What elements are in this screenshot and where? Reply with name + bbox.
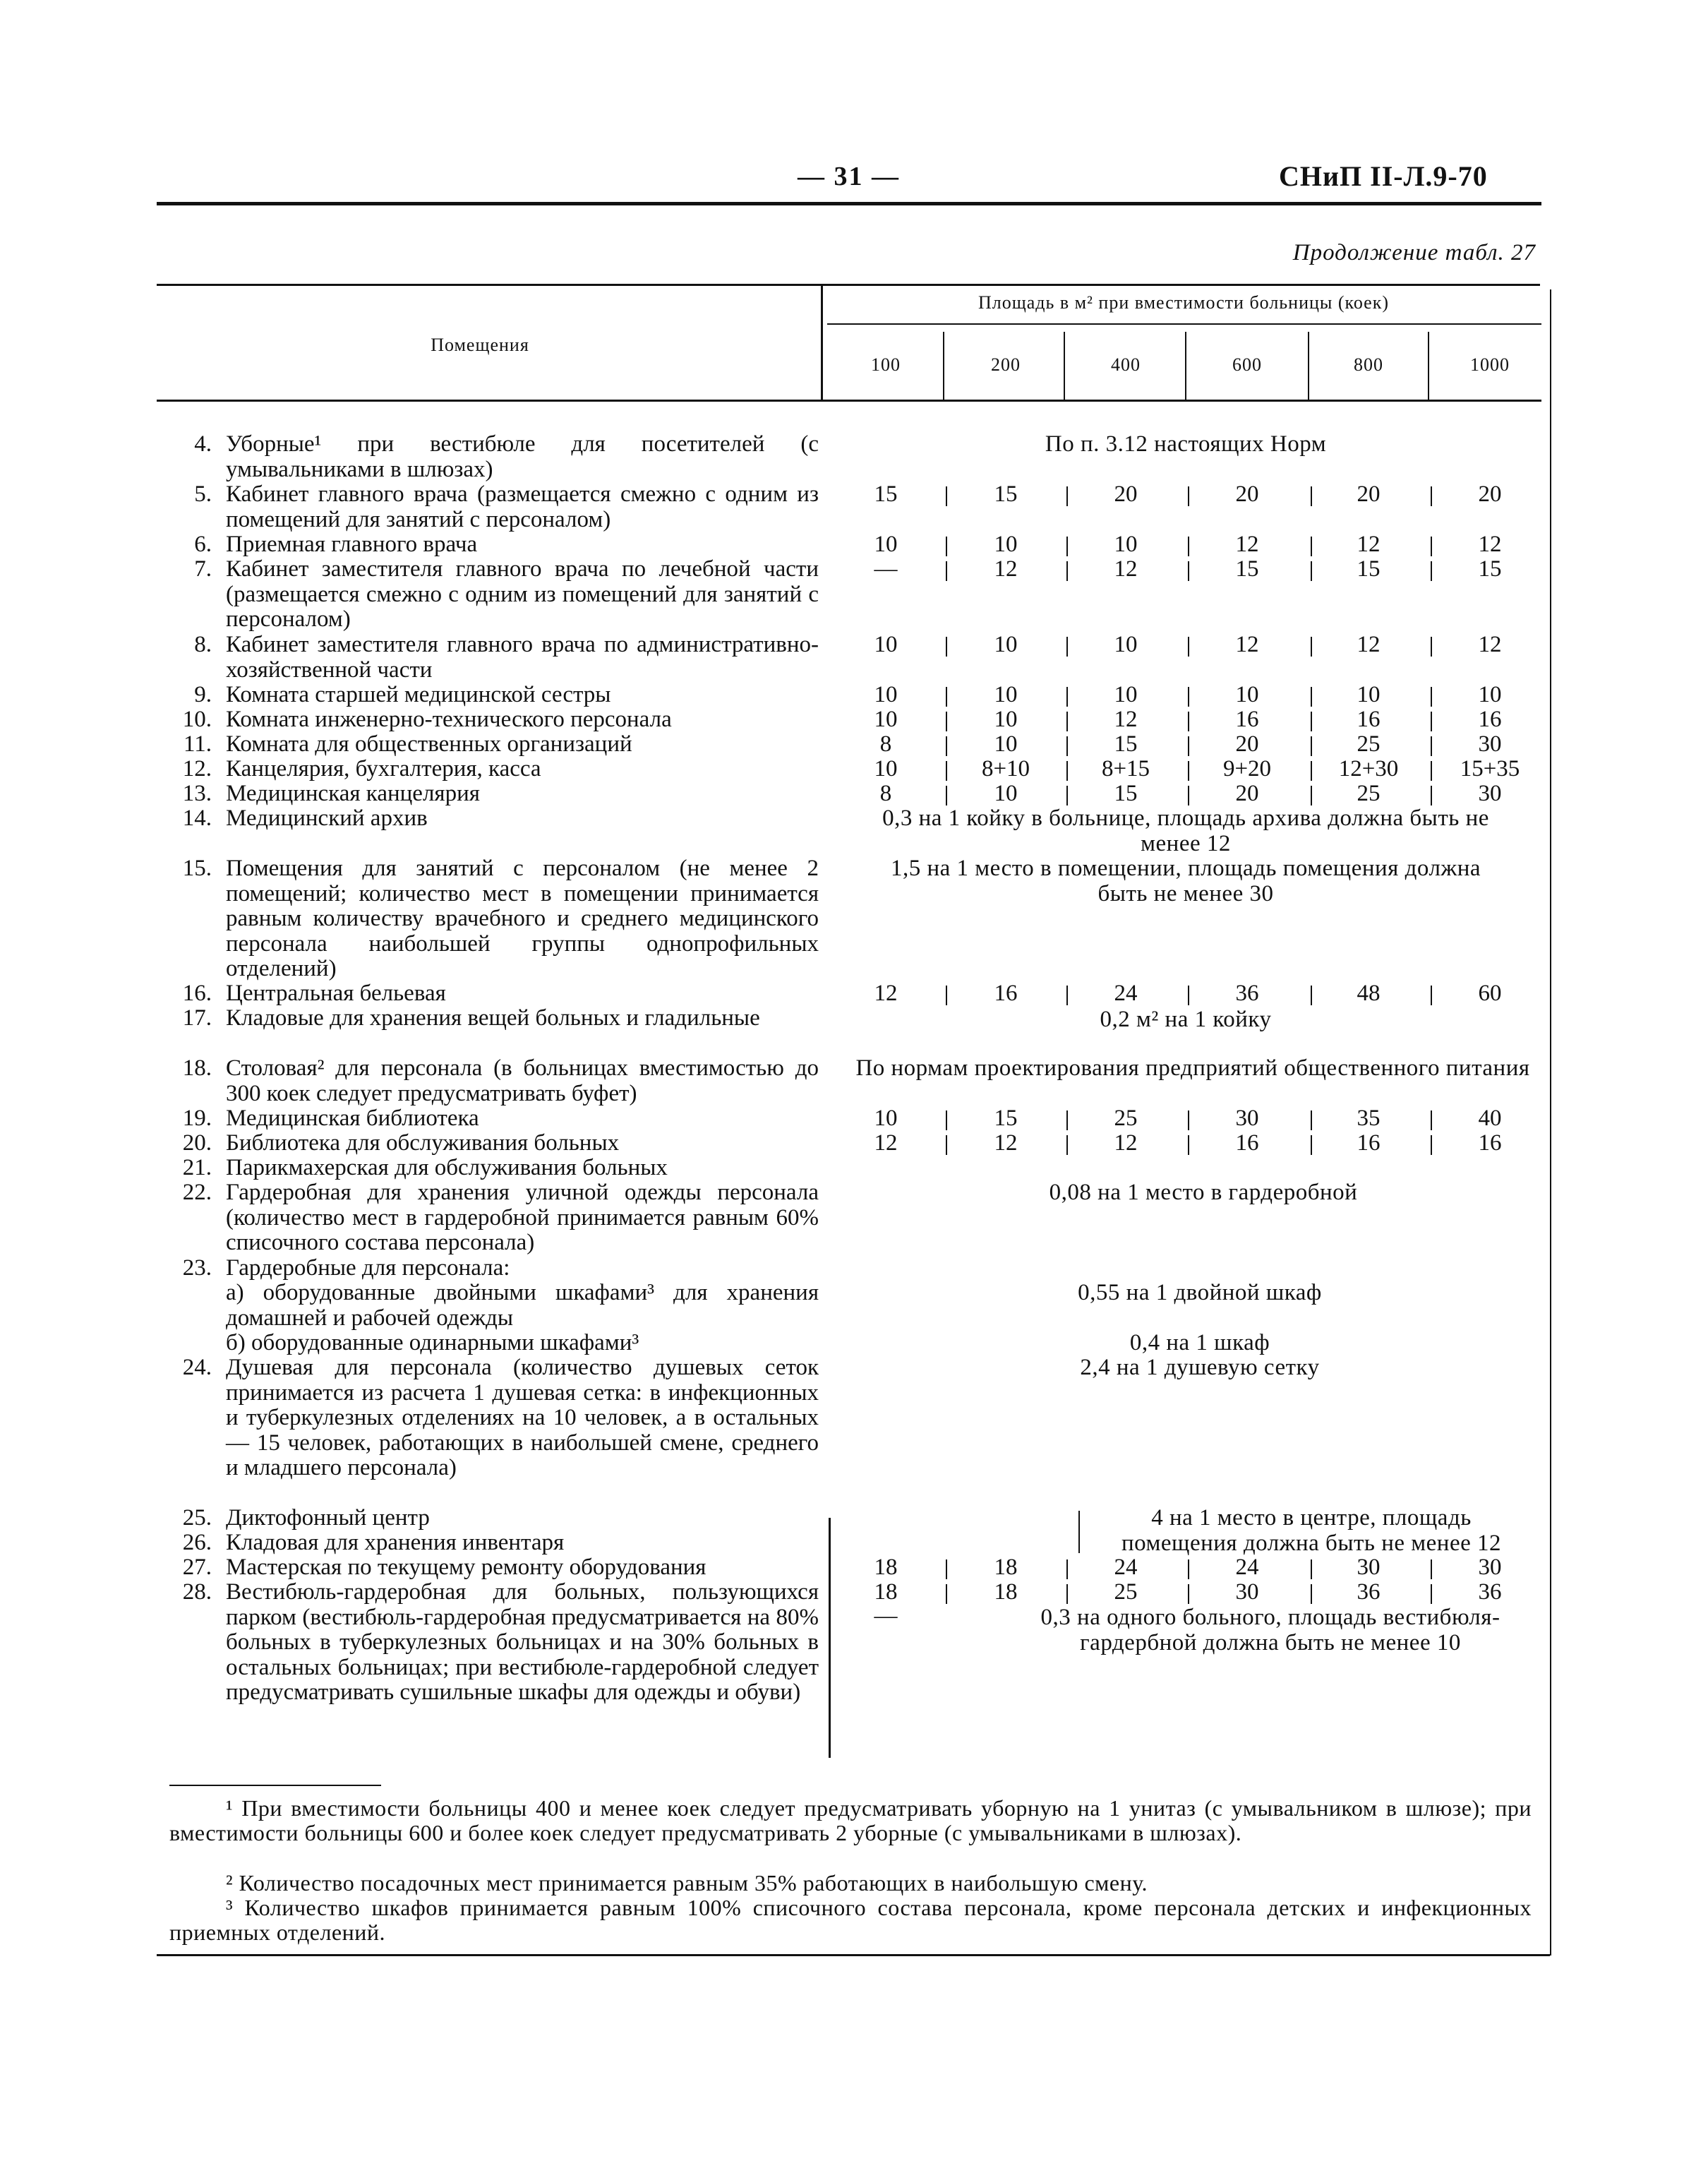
- cell-divider: [946, 537, 947, 556]
- cell-divider: [1431, 687, 1432, 707]
- value-cell: 10: [994, 532, 1018, 557]
- value-cell: 10: [874, 707, 898, 732]
- span-value: 0,2 м² на 1 койку: [1100, 1007, 1272, 1032]
- header-col-divider: [1308, 332, 1309, 400]
- room-name: Душевая для персонала (количество душевых сеток принимается из расчета 1 душевая сетка: в инфекционных и туберкулезных отделениях на 10 человек, а в остальных — 15 человек, работающих в наибольшей смене, среднего и младшего персонала): [226, 1355, 819, 1480]
- document-code: СНиП II-Л.9-70: [1279, 160, 1488, 192]
- cell-divider: [1188, 637, 1189, 657]
- room-name: Помещения для занятий с персоналом (не менее 2 помещений; количество мест в помещении принимается равным количеству врачебного и среднего медицинского персонала наибольшей группы однопрофильных отделений): [226, 856, 819, 981]
- col-divider: [821, 285, 823, 401]
- room-name: Парикмахерская для обслуживания больных: [226, 1155, 668, 1180]
- footnote: ³ Количество шкафов принимается равным 100% списочного состава персонала, кроме персонала детских и инфекционных приемных отделений.: [169, 1895, 1532, 1945]
- value-cell: 16: [1235, 1130, 1259, 1156]
- row-number: 11.: [183, 731, 212, 757]
- cell-divider: [1431, 1559, 1432, 1579]
- table-right-edge: [1550, 289, 1551, 1956]
- cell-divider: [946, 1110, 947, 1130]
- value-cell: 20: [1235, 731, 1259, 757]
- value-cell: 12: [1357, 632, 1381, 657]
- row-number: 18.: [182, 1055, 212, 1081]
- value-cell: 10: [874, 756, 898, 781]
- value-cell: 12: [1235, 532, 1259, 557]
- room-name: Гардеробные для персонала:: [226, 1255, 510, 1281]
- col-divider: [829, 1518, 831, 1758]
- value-cell: 10: [994, 731, 1018, 757]
- span-value: 0,3 на 1 койку в больнице, площадь архива должна быть не менее 12: [882, 805, 1489, 856]
- value-cell: 9+20: [1222, 756, 1272, 781]
- room-name: Кабинет главного врача (размещается смежно с одним из помещений для занятий с персоналом): [226, 481, 819, 532]
- header-col-divider: [943, 332, 944, 400]
- value-cell: 16: [1478, 707, 1502, 732]
- value-cell: 15: [1235, 556, 1259, 582]
- room-name: Комната старшей медицинской сестры: [226, 682, 611, 707]
- value-cell: 12: [1114, 707, 1138, 732]
- room-name: Кабинет заместителя главного врача по лечебной части (размещается смежно с одним из помещений для занятий с персоналом): [226, 556, 819, 632]
- span-value: По нормам проектирования предприятий общественного питания: [855, 1055, 1530, 1081]
- room-name: Комната инженерно-технического персонала: [226, 707, 672, 732]
- row-number: 25.: [182, 1505, 212, 1531]
- cell-divider: [1431, 486, 1432, 506]
- value-cell: 30: [1478, 1555, 1502, 1580]
- value-cell: 12: [994, 1130, 1018, 1156]
- cell-divider: [1188, 1584, 1189, 1604]
- value-cell: 15: [994, 1106, 1018, 1131]
- room-name: Мастерская по текущему ремонту оборудования: [226, 1555, 706, 1580]
- value-cell: 10: [1114, 632, 1138, 657]
- cell-divider: [1311, 486, 1312, 506]
- value-cell: 30: [1235, 1579, 1259, 1605]
- value-cell: 10: [1235, 682, 1259, 707]
- capacity-header: 1000: [1470, 354, 1510, 375]
- value-cell: 15: [1357, 556, 1381, 582]
- span-value: 0,4 на 1 шкаф: [1129, 1330, 1270, 1355]
- value-cell: 12: [874, 981, 898, 1006]
- footnote-rule: [169, 1785, 381, 1786]
- row-number: 20.: [182, 1130, 212, 1156]
- room-name: Приемная главного врача: [226, 532, 478, 557]
- value-cell: 36: [1357, 1579, 1381, 1605]
- value-cell: 12: [1114, 556, 1138, 582]
- cell-divider: [1066, 486, 1068, 506]
- cell-divider: [1431, 561, 1432, 581]
- value-cell: 48: [1357, 981, 1381, 1006]
- row-number: 15.: [182, 856, 212, 881]
- span-value: По п. 3.12 настоящих Норм: [1045, 431, 1327, 457]
- value-cell: 24: [1114, 981, 1138, 1006]
- value-cell: 10: [994, 682, 1018, 707]
- span-value: 0,3 на одного больного, площадь вестибюля-гардербной должна быть не менее 10: [1040, 1605, 1500, 1655]
- value-cell: 10: [1114, 682, 1138, 707]
- value-cell: 10: [994, 632, 1018, 657]
- cell-divider: [1066, 637, 1068, 657]
- cell-divider: [1188, 761, 1189, 781]
- row-number: 4.: [194, 431, 212, 457]
- page-number: — 31 —: [798, 162, 900, 191]
- row-number: 28.: [182, 1579, 212, 1605]
- cell-divider: [1311, 637, 1312, 657]
- cell-divider: [1066, 761, 1068, 781]
- cell-divider: [1066, 1135, 1068, 1155]
- cell-divider: [1311, 537, 1312, 556]
- cell-divider: [1066, 786, 1068, 805]
- value-cell: 15: [1114, 731, 1138, 757]
- cell-divider: [1188, 712, 1189, 731]
- value-cell: 10: [994, 781, 1018, 806]
- value-cell: 12+30: [1338, 756, 1399, 781]
- continuation-label: Продолжение табл. 27: [1292, 240, 1536, 265]
- header-col-divider: [1185, 332, 1186, 400]
- footnote: ¹ При вместимости больницы 400 и менее коек следует предусматривать уборную на 1 унитаз (с умывальником в шлюзе); при вместимости больницы 600 и более коек следует предусматривать 2 уборные (с умывальниками в шлюзах).: [169, 1795, 1532, 1845]
- value-cell: 16: [994, 981, 1018, 1006]
- cell-divider: [1188, 486, 1189, 506]
- row-number: 12.: [182, 756, 212, 781]
- cell-divider: [946, 561, 947, 581]
- row-number: 19.: [182, 1106, 212, 1131]
- cell-divider: [1188, 986, 1189, 1005]
- row-number: 24.: [182, 1355, 212, 1380]
- cell-divider: [1431, 712, 1432, 731]
- value-cell: 16: [1235, 707, 1259, 732]
- cell-divider: [1066, 1110, 1068, 1130]
- value-cell: 18: [994, 1555, 1018, 1580]
- cell-divider: [1188, 1110, 1189, 1130]
- value-cell: 10: [874, 632, 898, 657]
- header-bottom-rule: [157, 400, 1541, 402]
- group-header-rule: [827, 323, 1541, 325]
- value-cell: 12: [874, 1130, 898, 1156]
- value-cell: 20: [1114, 481, 1138, 507]
- value-cell: 25: [1114, 1106, 1138, 1131]
- room-name: Центральная бельевая: [226, 981, 446, 1006]
- header-rule: [157, 202, 1541, 205]
- cell-divider: [1066, 712, 1068, 731]
- room-name: Комната для общественных организаций: [226, 731, 632, 757]
- room-name: Медицинская канцелярия: [226, 781, 480, 806]
- room-name: Медицинский архив: [226, 805, 428, 831]
- cell-divider: [1188, 687, 1189, 707]
- row-number: 6.: [194, 532, 212, 557]
- cell-divider: [1311, 786, 1312, 805]
- value-cell: 8: [879, 731, 892, 757]
- value-cell: 15+35: [1460, 756, 1520, 781]
- row-number: 9.: [194, 682, 212, 707]
- cell-divider: [1431, 986, 1432, 1005]
- value-cell: 30: [1478, 731, 1502, 757]
- value-cell: 10: [1357, 682, 1381, 707]
- span-value: 2,4 на 1 душевую сетку: [1080, 1355, 1320, 1380]
- value-cell: 60: [1478, 981, 1502, 1006]
- row-number: 17.: [182, 1005, 212, 1031]
- cell-divider: [1431, 761, 1432, 781]
- value-cell: 12: [1478, 632, 1502, 657]
- cell-divider: [1066, 687, 1068, 707]
- cell-divider: [1066, 986, 1068, 1005]
- capacity-header: 400: [1111, 354, 1141, 375]
- cell-divider: [1066, 537, 1068, 556]
- value-cell: 10: [874, 1106, 898, 1131]
- cell-divider: [1431, 537, 1432, 556]
- value-cell: 16: [1357, 1130, 1381, 1156]
- column-group-header: Площадь в м² при вместимости больницы (коек): [978, 292, 1389, 313]
- cell-divider: [1311, 687, 1312, 707]
- value-cell: 30: [1357, 1555, 1381, 1580]
- column-header-rooms: Помещения: [431, 335, 529, 355]
- cell-divider: [946, 687, 947, 707]
- room-name: а) оборудованные двойными шкафами³ для хранения домашней и рабочей одежды: [226, 1280, 819, 1331]
- cell-divider: [946, 786, 947, 805]
- cell-divider: [946, 736, 947, 756]
- value-cell: —: [874, 1603, 898, 1629]
- footnote: ² Количество посадочных мест принимается равным 35% работающих в наибольшую смену.: [226, 1870, 1148, 1895]
- value-cell: 10: [1478, 682, 1502, 707]
- row-number: 7.: [194, 556, 212, 582]
- room-name: Уборные¹ при вестибюле для посетителей (с умывальниками в шлюзах): [226, 431, 819, 482]
- span-value: 4 на 1 место в центре, площадь помещения должна быть не менее 12: [1121, 1505, 1502, 1556]
- cell-divider: [1311, 1584, 1312, 1604]
- cell-divider: [946, 712, 947, 731]
- value-cell: 18: [994, 1579, 1018, 1605]
- cell-divider: [1066, 736, 1068, 756]
- value-cell: 16: [1478, 1130, 1502, 1156]
- row-number: 14.: [182, 805, 212, 831]
- room-name: Кладовые для хранения вещей больных и гладильные: [226, 1005, 760, 1031]
- row-number: 13.: [182, 781, 212, 806]
- cell-divider: [1066, 561, 1068, 581]
- page-bottom-rule: [157, 1954, 1550, 1956]
- cell-divider: [946, 486, 947, 506]
- value-cell: 24: [1114, 1555, 1138, 1580]
- room-name: Медицинская библиотека: [226, 1106, 479, 1131]
- value-cell: 12: [1114, 1130, 1138, 1156]
- value-cell: 25: [1114, 1579, 1138, 1605]
- row-number: 27.: [182, 1555, 212, 1580]
- value-cell: 36: [1235, 981, 1259, 1006]
- cell-divider: [946, 1135, 947, 1155]
- cell-divider: [1311, 561, 1312, 581]
- cell-divider: [1066, 1584, 1068, 1604]
- cell-divider: [1431, 1110, 1432, 1130]
- row-number: 22.: [182, 1180, 212, 1205]
- cell-divider: [1311, 1135, 1312, 1155]
- value-cell: 8+15: [1101, 756, 1150, 781]
- cell-divider: [1078, 1511, 1080, 1553]
- room-name: Кладовая для хранения инвентаря: [226, 1530, 565, 1555]
- room-name: б) оборудованные одинарными шкафами³: [226, 1330, 639, 1355]
- cell-divider: [1311, 761, 1312, 781]
- value-cell: 30: [1478, 781, 1502, 806]
- cell-divider: [1066, 1559, 1068, 1579]
- room-name: Канцелярия, бухгалтерия, касса: [226, 756, 541, 781]
- row-number: 5.: [194, 481, 212, 507]
- span-value: 0,55 на 1 двойной шкаф: [1078, 1280, 1322, 1305]
- room-name: Гардеробная для хранения уличной одежды персонала (количество мест в гардеробной принимается равным 60% списочного состава персонала): [226, 1180, 819, 1255]
- cell-divider: [1188, 1559, 1189, 1579]
- value-cell: 8+10: [981, 756, 1030, 781]
- cell-divider: [1311, 712, 1312, 731]
- row-number: 16.: [182, 981, 212, 1006]
- value-cell: 10: [994, 707, 1018, 732]
- cell-divider: [1188, 786, 1189, 805]
- value-cell: 40: [1478, 1106, 1502, 1131]
- value-cell: 8: [879, 781, 892, 806]
- row-number: 10.: [182, 707, 212, 732]
- value-cell: 18: [874, 1555, 898, 1580]
- row-number: 26.: [182, 1530, 212, 1555]
- row-number: 8.: [194, 632, 212, 657]
- value-cell: 15: [994, 481, 1018, 507]
- cell-divider: [1188, 537, 1189, 556]
- room-name: Библиотека для обслуживания больных: [226, 1130, 620, 1156]
- cell-divider: [946, 986, 947, 1005]
- room-name: Диктофонный центр: [226, 1505, 430, 1531]
- value-cell: 10: [874, 682, 898, 707]
- value-cell: 12: [1357, 532, 1381, 557]
- span-value: 1,5 на 1 место в помещении, площадь помещения должна быть не менее 30: [890, 856, 1481, 906]
- capacity-header: 600: [1232, 354, 1262, 375]
- cell-divider: [1188, 561, 1189, 581]
- value-cell: 16: [1357, 707, 1381, 732]
- cell-divider: [1188, 1135, 1189, 1155]
- cell-divider: [1311, 1559, 1312, 1579]
- value-cell: 10: [874, 532, 898, 557]
- cell-divider: [1431, 1584, 1432, 1604]
- capacity-header: 200: [991, 354, 1021, 375]
- cell-divider: [946, 637, 947, 657]
- room-name: Кабинет заместителя главного врача по административно-хозяйственной части: [226, 632, 819, 683]
- value-cell: 24: [1235, 1555, 1259, 1580]
- value-cell: 12: [1235, 632, 1259, 657]
- value-cell: —: [874, 556, 898, 582]
- value-cell: 35: [1357, 1106, 1381, 1131]
- value-cell: 12: [1478, 532, 1502, 557]
- value-cell: 15: [874, 481, 898, 507]
- cell-divider: [1431, 736, 1432, 756]
- value-cell: 36: [1478, 1579, 1502, 1605]
- value-cell: 25: [1357, 731, 1381, 757]
- value-cell: 20: [1357, 481, 1381, 507]
- cell-divider: [946, 1559, 947, 1579]
- row-number: 21.: [182, 1155, 212, 1180]
- room-name: Столовая² для персонала (в больницах вместимостью до 300 коек следует предусматривать буфет): [226, 1055, 819, 1106]
- value-cell: 15: [1478, 556, 1502, 582]
- cell-divider: [1311, 1110, 1312, 1130]
- capacity-header: 800: [1354, 354, 1383, 375]
- cell-divider: [1431, 1135, 1432, 1155]
- cell-divider: [1431, 786, 1432, 805]
- value-cell: 30: [1235, 1106, 1259, 1131]
- value-cell: 20: [1478, 481, 1502, 507]
- value-cell: 20: [1235, 781, 1259, 806]
- cell-divider: [1311, 986, 1312, 1005]
- value-cell: 25: [1357, 781, 1381, 806]
- cell-divider: [1188, 736, 1189, 756]
- room-name: Вестибюль-гардеробная для больных, пользующихся парком (вестибюль-гардеробная предусматривается на 80% больных в туберкулезных больницах и на 30% больных в остальных больницах; при вестибюле-гардеробной следует предусматривать сушильные шкафы для одежды и обуви): [226, 1579, 819, 1705]
- table-top-rule: [157, 284, 1540, 286]
- value-cell: 12: [994, 556, 1018, 582]
- capacity-header: 100: [871, 354, 901, 375]
- value-cell: 20: [1235, 481, 1259, 507]
- row-number: 23.: [182, 1255, 212, 1281]
- cell-divider: [1431, 637, 1432, 657]
- header-col-divider: [1428, 332, 1429, 400]
- cell-divider: [1311, 736, 1312, 756]
- header-col-divider: [1064, 332, 1065, 400]
- cell-divider: [946, 761, 947, 781]
- value-cell: 10: [1114, 532, 1138, 557]
- span-value: 0,08 на 1 место в гардеробной: [1049, 1180, 1358, 1205]
- value-cell: 18: [874, 1579, 898, 1605]
- cell-divider: [946, 1584, 947, 1604]
- value-cell: 15: [1114, 781, 1138, 806]
